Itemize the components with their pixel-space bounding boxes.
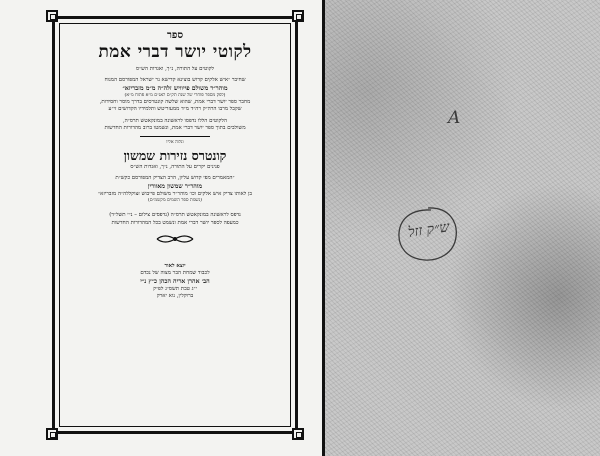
publisher-line-2: הב׳ אהרן אריה הכהן כ״ץ נ״י — [140, 277, 210, 285]
appended-label: ונלוה אליו — [166, 139, 184, 145]
author-note: (לפק מספר פוחרי של שנת תק״ם לאג״ם מ״א פתוח מ״א) — [124, 92, 226, 98]
second-title-description: פנינים יקרים על התורה, נ״ך, ואגדות הש״ס — [130, 163, 220, 170]
corner-ornament-bottom-left — [46, 428, 58, 440]
second-print-history-2: כמעפה לספר יושר דברי אמת ונשמט בכל המהדורות החדשות — [111, 219, 239, 226]
second-author-line-3: בן לאותו צדיק איש אלקים וכו׳ מוהר״ר משולם פייבוש זצוקללה״ה מזבריזא״ — [98, 190, 252, 197]
decorative-ornament — [155, 233, 195, 245]
handwritten-letter: A — [448, 108, 461, 128]
publisher-line-4: ברוקלין, נוא יארק — [156, 293, 194, 300]
corner-ornament-top-left — [46, 10, 58, 22]
title-description: לקוטים על התורה, נ״ך, ואגדות הש״ס — [135, 66, 215, 72]
second-title: קונטרס נזירות שמשון — [123, 147, 227, 163]
publisher-intro: יוצא לאור — [164, 263, 186, 270]
endpaper-page — [325, 0, 600, 456]
corner-ornament-bottom-right — [292, 428, 304, 440]
second-author-name: מוהר״ר שמשון מאוורין — [147, 182, 203, 190]
author-works-line-2: שקבל מרבו הרה״ק רה״ד מ״ד ממעזריטש ותלמידיו הקדושים זי״ע — [108, 106, 242, 113]
author-name: מוהר״ר משולם פייוויש זלה״ה מ״מ מזבריזא״ — [122, 84, 228, 92]
print-history-line-1: הלקוטים הללו נדפסו לראשונה במונקאטש תרס״ה, — [122, 117, 228, 124]
second-print-history-1: נדפס לראשונה במונקאטש תרס״ה (נדפסים צילום – נ״י תשל״ד) — [109, 212, 241, 219]
sefer-heading: ספר — [166, 30, 184, 41]
author-line-1: שחיבר ״איש אלקים קדוש בוצינא קדישא נר ישראל המפורסם המנוח — [104, 77, 246, 84]
title-page-content — [64, 28, 286, 422]
print-history-line-2: משולבים בתוך ספר יושר דברי אמת, ונשמטו ברוב מהדורות החדשות — [104, 125, 246, 132]
author-works-line-1: מחבר ספר יושר דברי אמת, שהוא שלשה קונטרסים בדרך מוסר וחסידות, — [99, 99, 251, 106]
handwritten-note: ש״ק זזל — [407, 219, 451, 241]
second-author-note: (נשמת ספר השמים מקשמ״ם) — [148, 198, 202, 204]
corner-ornament-top-right — [292, 10, 304, 22]
publisher-line-3: י״ג טבת תשס״ג לפ״ק — [153, 285, 197, 292]
book-title: לקוטי יושר דברי אמת — [98, 42, 252, 62]
publisher-line-1: לכבוד שמחת הבר מצוה של נכדם — [140, 270, 210, 277]
divider — [140, 136, 210, 137]
second-author-line-1: ״המאמרים מפי קדוש עליון, הרב הצדיק המפורסם כקש״ת — [115, 175, 235, 182]
